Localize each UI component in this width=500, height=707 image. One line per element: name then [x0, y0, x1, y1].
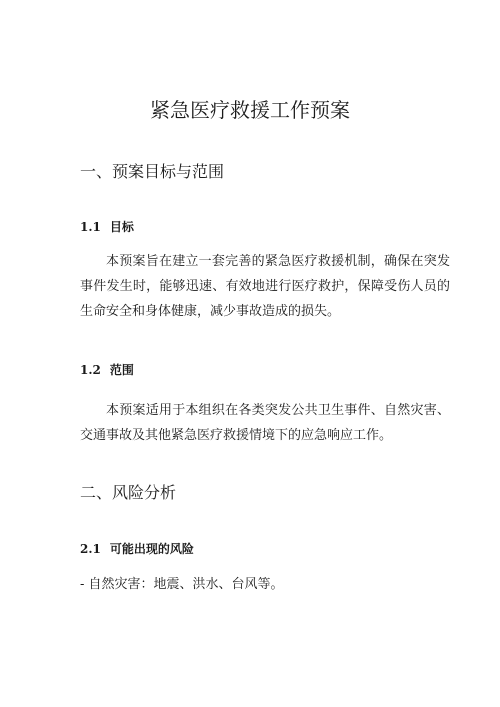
subsection-number: 2.1: [80, 542, 101, 556]
subsection-title: 范围: [109, 363, 134, 377]
subsection-heading-1-1: [80, 218, 134, 236]
list-item: - 自然灾害：地震、洪水、台风等。: [80, 577, 284, 592]
subsection-heading-1-2: [80, 361, 134, 379]
document-title: 紧急医疗救援工作预案: [150, 98, 350, 122]
paragraph-scope: 本预案适用于本组织在各类突发公共卫生事件、自然灾害、交通事故及其他紧急医疗救援情境下的应急响应工作。: [80, 403, 450, 443]
section-heading-1: 一、预案目标与范围: [80, 162, 225, 181]
section-heading-2: 二、风险分析: [80, 483, 177, 502]
subsection-number: 1.2: [80, 363, 101, 377]
subsection-heading-2-1: [80, 540, 194, 558]
subsection-title: 可能出现的风险: [109, 542, 194, 556]
subsection-number: 1.1: [80, 220, 101, 234]
paragraph-goal: 本预案旨在建立一套完善的紧急医疗救援机制，确保在突发事件发生时，能够迅速、有效地进行医疗救护，保障受伤人员的生命安全和身体健康，减少事故造成的损失。: [80, 254, 450, 319]
subsection-title: 目标: [109, 220, 134, 234]
